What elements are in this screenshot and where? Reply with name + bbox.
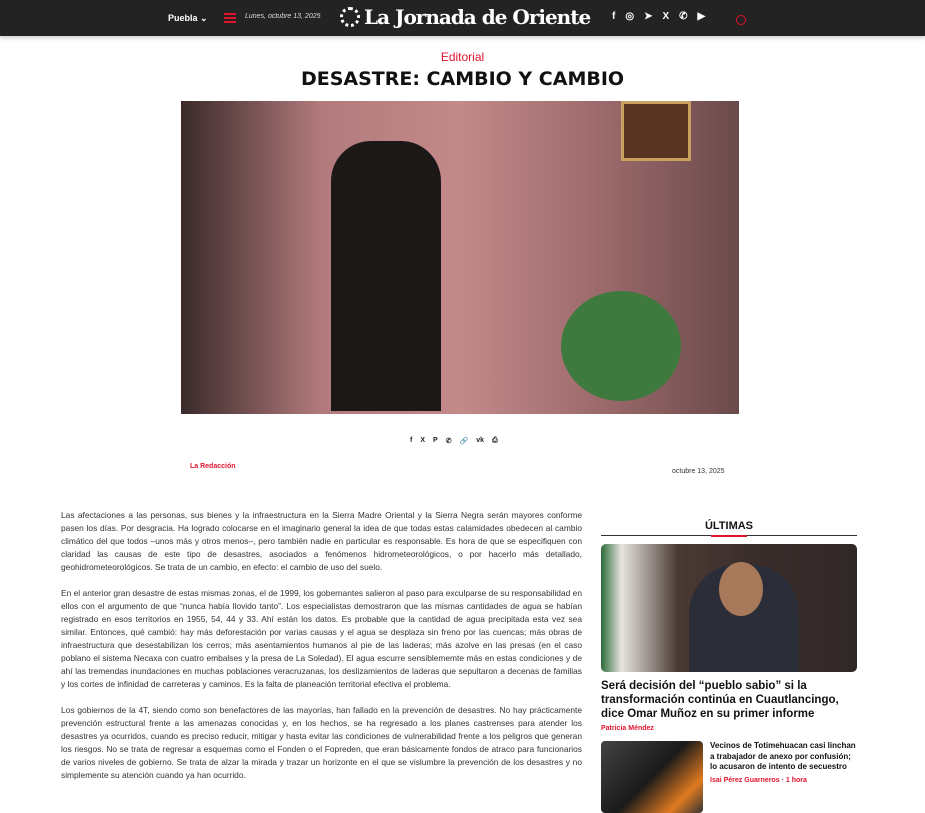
article-date: octubre 13, 2025 — [672, 468, 725, 475]
article-author[interactable]: La Redacción — [190, 463, 236, 470]
featured-title[interactable]: Será decisión del “pueblo sabio” si la transformación continúa en Cuautlancingo, dice Omar Muñoz en su primer informe — [601, 680, 839, 720]
share-x-icon[interactable]: X — [420, 437, 426, 444]
article-photo — [181, 101, 739, 414]
article-body — [61, 509, 582, 795]
print-icon[interactable]: ⎙ — [492, 437, 498, 444]
featured-author[interactable]: Patricia Méndez — [601, 725, 654, 732]
share-vk-icon[interactable]: vk — [476, 437, 485, 444]
logo-text: La Jornada de Oriente — [364, 5, 591, 29]
sun-logo-icon — [340, 7, 360, 27]
article-category[interactable]: Editorial — [440, 50, 485, 64]
instagram-icon[interactable]: ◎ — [625, 11, 635, 22]
top-bar — [0, 0, 925, 36]
region-selector[interactable]: Puebla ⌄ — [168, 13, 208, 23]
share-bar — [410, 437, 498, 445]
header-date: Lunes, octubre 13, 2025 — [245, 13, 321, 20]
share-pinterest-icon[interactable]: P — [433, 437, 438, 444]
item-author[interactable]: Isai Pérez Guarneros — [710, 776, 780, 784]
site-logo[interactable] — [340, 5, 590, 29]
paragraph: En el anterior gran desastre de estas mismas zonas, el de 1999, los gobernantes salieron al paso para exculparse de su responsabilidad en ellos con el argumento de que “nunca había llovido tanto”. Los especialistas demostraron que las mismas cantidades de agua se habían registrado en esos territorios en 1955, 54, 44 y 33. Ahí están los datos. Es probable que la cantidad de agua precipitada esta vez sea similar. Entonces, qué cambió: hay más deforestación por varias causas y el agua se desplaza sin freno por las cuencas; más obras de infraestructura que desestabilizan los cerros; más asentamientos humanos al pie de las laderas; más azolve en las presas (en el caso poblano el sistema Necaxa con cuatro embalses y la presa de La Soledad). El agua escurre sensiblememte más en estas condiciones y de ahí las tremendas inundaciones en muchas poblaciones veracruzanas, los deslizamientos de laderas que sepultaron a decenas de familias y los cortes de infinidad de carreteras y caminos. Es la falta de planeación territorial efectiva el problema. — [61, 588, 582, 689]
share-facebook-icon[interactable]: f — [410, 437, 413, 444]
item-title[interactable]: Vecinos de Totimehuacan casi linchan a trabajador de anexo por confusión; lo acusaron de intento de secuestro — [710, 741, 856, 771]
search-icon[interactable] — [736, 15, 746, 25]
telegram-icon[interactable]: ➤ — [644, 11, 653, 22]
share-whatsapp-icon[interactable]: ✆ — [445, 438, 452, 445]
paragraph: Las afectaciones a las personas, sus bienes y la infraestructura en la Sierra Madre Oriental y la Sierra Negra serán mayores conforme pasen los días. Por desgracia. Ha logrado colocarse en el imaginario general la idea de que todas estas calamidades obedecen al cambio climático del que todos –unos más y otros menos–, pero también nadie en particular es responsable. Es hora de que se especifiquen con claridad las causas de este tipo de desastres, asociados a fenómenos hidrometeorológicos, o por hacerlo más detallado, geohidrometeorológicos. Se trata de un cambio, en efecto: el cambio de uso del suelo. — [61, 510, 582, 572]
copy-link-icon[interactable]: 🔗 — [459, 438, 469, 445]
region-label: Puebla — [168, 13, 198, 23]
featured-image[interactable] — [601, 544, 857, 672]
item-time: 1 hora — [785, 776, 807, 784]
social-links — [612, 11, 705, 22]
x-icon[interactable]: X — [662, 11, 670, 22]
latest-sidebar — [601, 520, 857, 813]
sidebar-heading: ÚLTIMAS — [601, 520, 857, 536]
menu-icon[interactable] — [224, 13, 236, 23]
youtube-icon[interactable]: ▶ — [697, 11, 706, 22]
facebook-icon[interactable]: f — [612, 11, 616, 22]
item-image[interactable] — [601, 741, 703, 813]
list-item: Vecinos de Totimehuacan casi linchan a trabajador de anexo por confusión; lo acusaron de intento de secuestro Isai Pérez Guarneros · 1 hora — [601, 741, 857, 813]
whatsapp-icon[interactable]: ✆ — [679, 11, 688, 22]
paragraph: Los gobiernos de la 4T, siendo como son benefactores de las mayorías, han fallado en la prevención de desastres. No hay prácticamente prevención estructural frente a las amenazas conocidas y, en los hechos, se ha regresado a los planes castrenses para atender los desastres ya ocurridos, cuando es preciso reducir, mitigar y hasta evitar las condiciones de vulnerabilidad frente a los peligros que generan los riesgos. No se trata de regresar a esquemas como el Fonden o el Fopreden, que eran básicamente fondos de atraco para funcionarios de varios niveles de gobierno. Se trata de alzar la mirada y trazar un horizonte en el que se vislumbre la prevención de los desastres y no simplemente su atención cuando ya han ocurrido. — [61, 705, 582, 780]
article-title: DESASTRE: CAMBIO Y CAMBIO — [300, 68, 625, 90]
